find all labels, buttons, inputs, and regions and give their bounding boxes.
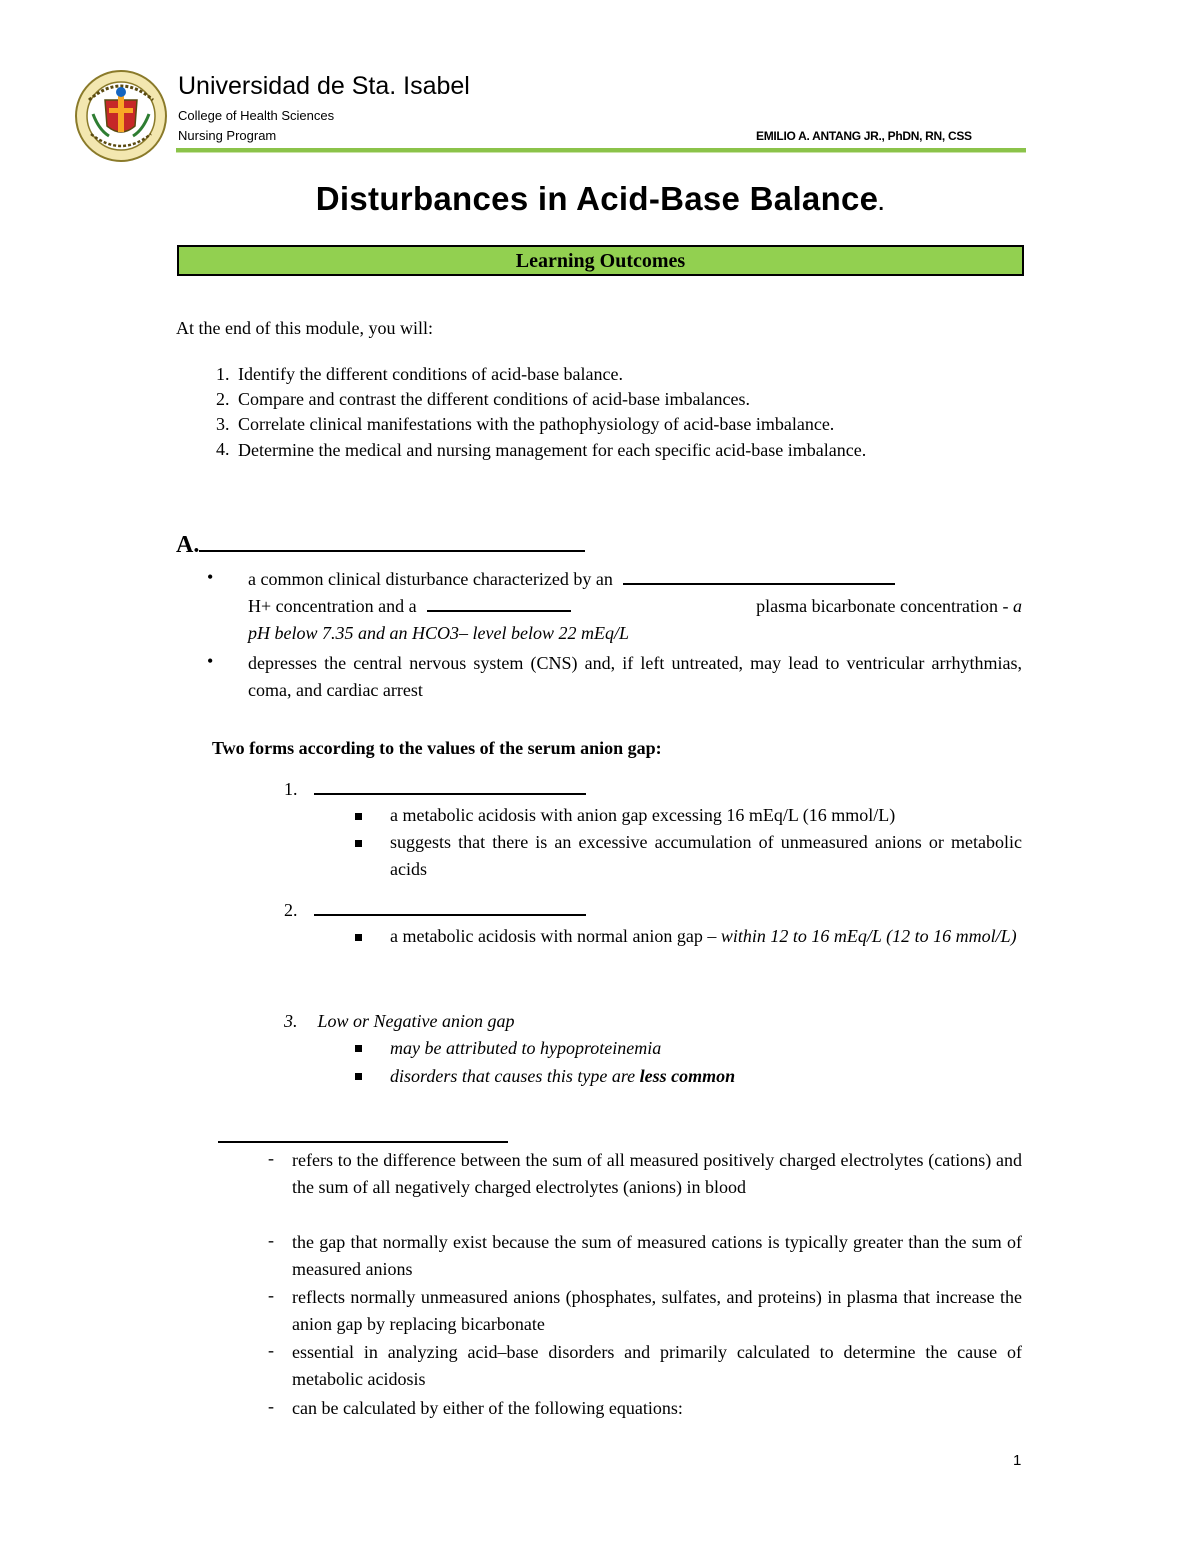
blank-line: [623, 583, 895, 585]
ph-criteria: pH below 7.35 and an HCO3– level below 22 mEq/L: [248, 623, 629, 643]
list-item: [216, 437, 1022, 462]
dash-marker: -: [268, 1230, 274, 1250]
list-number: 4.: [216, 439, 230, 459]
list-item: [216, 387, 750, 412]
list-text: Correlate clinical manifestations with the pathophysiology of acid-base imbalance.: [238, 414, 835, 434]
title-suffix: .: [878, 193, 885, 215]
list-number: 3.: [216, 414, 230, 434]
outcomes-intro: At the end of this module, you will:: [176, 318, 433, 338]
learning-outcomes-heading: Learning Outcomes: [515, 250, 686, 272]
university-name: Universidad de Sta. Isabel: [178, 72, 470, 100]
learning-outcomes-banner: [177, 245, 1024, 276]
list-number: 2.: [216, 389, 230, 409]
author-name: EMILIO A. ANTANG JR., PhDN, RN, CSS: [756, 129, 972, 143]
point-bold: less common: [639, 1066, 736, 1086]
anion-gap-point: the gap that normally exist because the sum of measured cations is typically greater than the sum of measured anions: [292, 1232, 1022, 1279]
blank-line: [199, 550, 585, 552]
dash-marker: -: [268, 1396, 274, 1416]
list-text: Identify the different conditions of acid-base balance.: [238, 364, 624, 384]
bullet-text: [248, 566, 1022, 620]
anion-gap-point: reflects normally unmeasured anions (phosphates, sulfates, and proteins) in plasma that increase the anion gap by replacing bicarbonate: [292, 1287, 1022, 1334]
outcomes-list: [216, 362, 1022, 492]
point-plain: disorders that causes this type are: [390, 1066, 636, 1086]
square-bullet-icon: [355, 840, 362, 847]
program-name: Nursing Program: [178, 128, 277, 143]
section-a-heading: [176, 532, 585, 559]
bullet-part: a common clinical disturbance characterized by an: [248, 569, 613, 589]
bullet-part: H+ concentration and a: [248, 596, 417, 616]
forms-heading: Two forms according to the values of the serum anion gap:: [212, 738, 662, 758]
form-number: 1.: [284, 779, 298, 799]
square-bullet-icon: [355, 1045, 362, 1052]
title-text: Disturbances in Acid-Base Balance: [315, 180, 879, 217]
blank-line: [314, 914, 586, 916]
section-a-label: A.: [176, 532, 200, 558]
anion-gap-point: essential in analyzing acid–base disorders and primarily calculated to determine the cause of metabolic acidosis: [292, 1342, 1022, 1389]
bullet-part: plasma bicarbonate concentration -: [756, 596, 1009, 616]
university-seal-icon: [75, 70, 167, 162]
header-rule: [176, 148, 1026, 153]
page-title: [0, 180, 1200, 218]
bullet-icon: •: [207, 651, 214, 671]
list-text: Compare and contrast the different conditions of acid-base imbalances.: [238, 389, 750, 409]
form1-label: [284, 776, 586, 803]
anion-gap-point: refers to the difference between the sum of all measured positively charged electrolytes (cations) and the sum of all negatively charged electrolytes (anions) in blood: [292, 1150, 1022, 1197]
form-title: Low or Negative anion gap: [317, 1011, 515, 1031]
form-number: 2.: [284, 900, 298, 920]
italic-line: [248, 620, 1022, 647]
college-name: College of Health Sciences: [178, 108, 335, 123]
form-point: a metabolic acidosis with anion gap excessing 16 mEq/L (16 mmol/L): [390, 805, 896, 825]
square-bullet-icon: [355, 813, 362, 820]
dash-marker: -: [268, 1285, 274, 1305]
list-number: 1.: [216, 364, 230, 384]
list-text: Determine the medical and nursing management for each specific acid-base imbalance.: [238, 440, 867, 460]
blank-line: [427, 610, 571, 612]
anion-gap-point: can be calculated by either of the following equations:: [292, 1398, 683, 1418]
italic-lead: a: [1013, 596, 1022, 616]
form-point: [390, 923, 1022, 950]
form-point: [390, 1063, 735, 1090]
square-bullet-icon: [355, 1073, 362, 1080]
blank-line: [218, 1141, 508, 1143]
form3-label: [284, 1008, 515, 1035]
dash-marker: -: [268, 1148, 274, 1168]
square-bullet-icon: [355, 934, 362, 941]
list-item: [216, 412, 835, 437]
bullet-icon: •: [207, 567, 214, 587]
page-number: 1: [1013, 1452, 1022, 1469]
form-number: 3.: [284, 1011, 298, 1031]
point-italic: within 12 to 16 mEq/L (12 to 16 mmol/L): [720, 926, 1017, 946]
form2-label: [284, 897, 586, 924]
blank-line: [314, 793, 586, 795]
bullet-text: depresses the central nervous system (CNS) and, if left untreated, may lead to ventricular arrhythmias, coma, and cardiac arrest: [248, 653, 1022, 700]
list-item: [216, 362, 624, 387]
form-point: may be attributed to hypoproteinemia: [390, 1038, 662, 1058]
form-point: suggests that there is an excessive accumulation of unmeasured anions or metabolic acids: [390, 832, 1022, 879]
dash-marker: -: [268, 1340, 274, 1360]
point-plain: a metabolic acidosis with normal anion gap –: [390, 926, 717, 946]
